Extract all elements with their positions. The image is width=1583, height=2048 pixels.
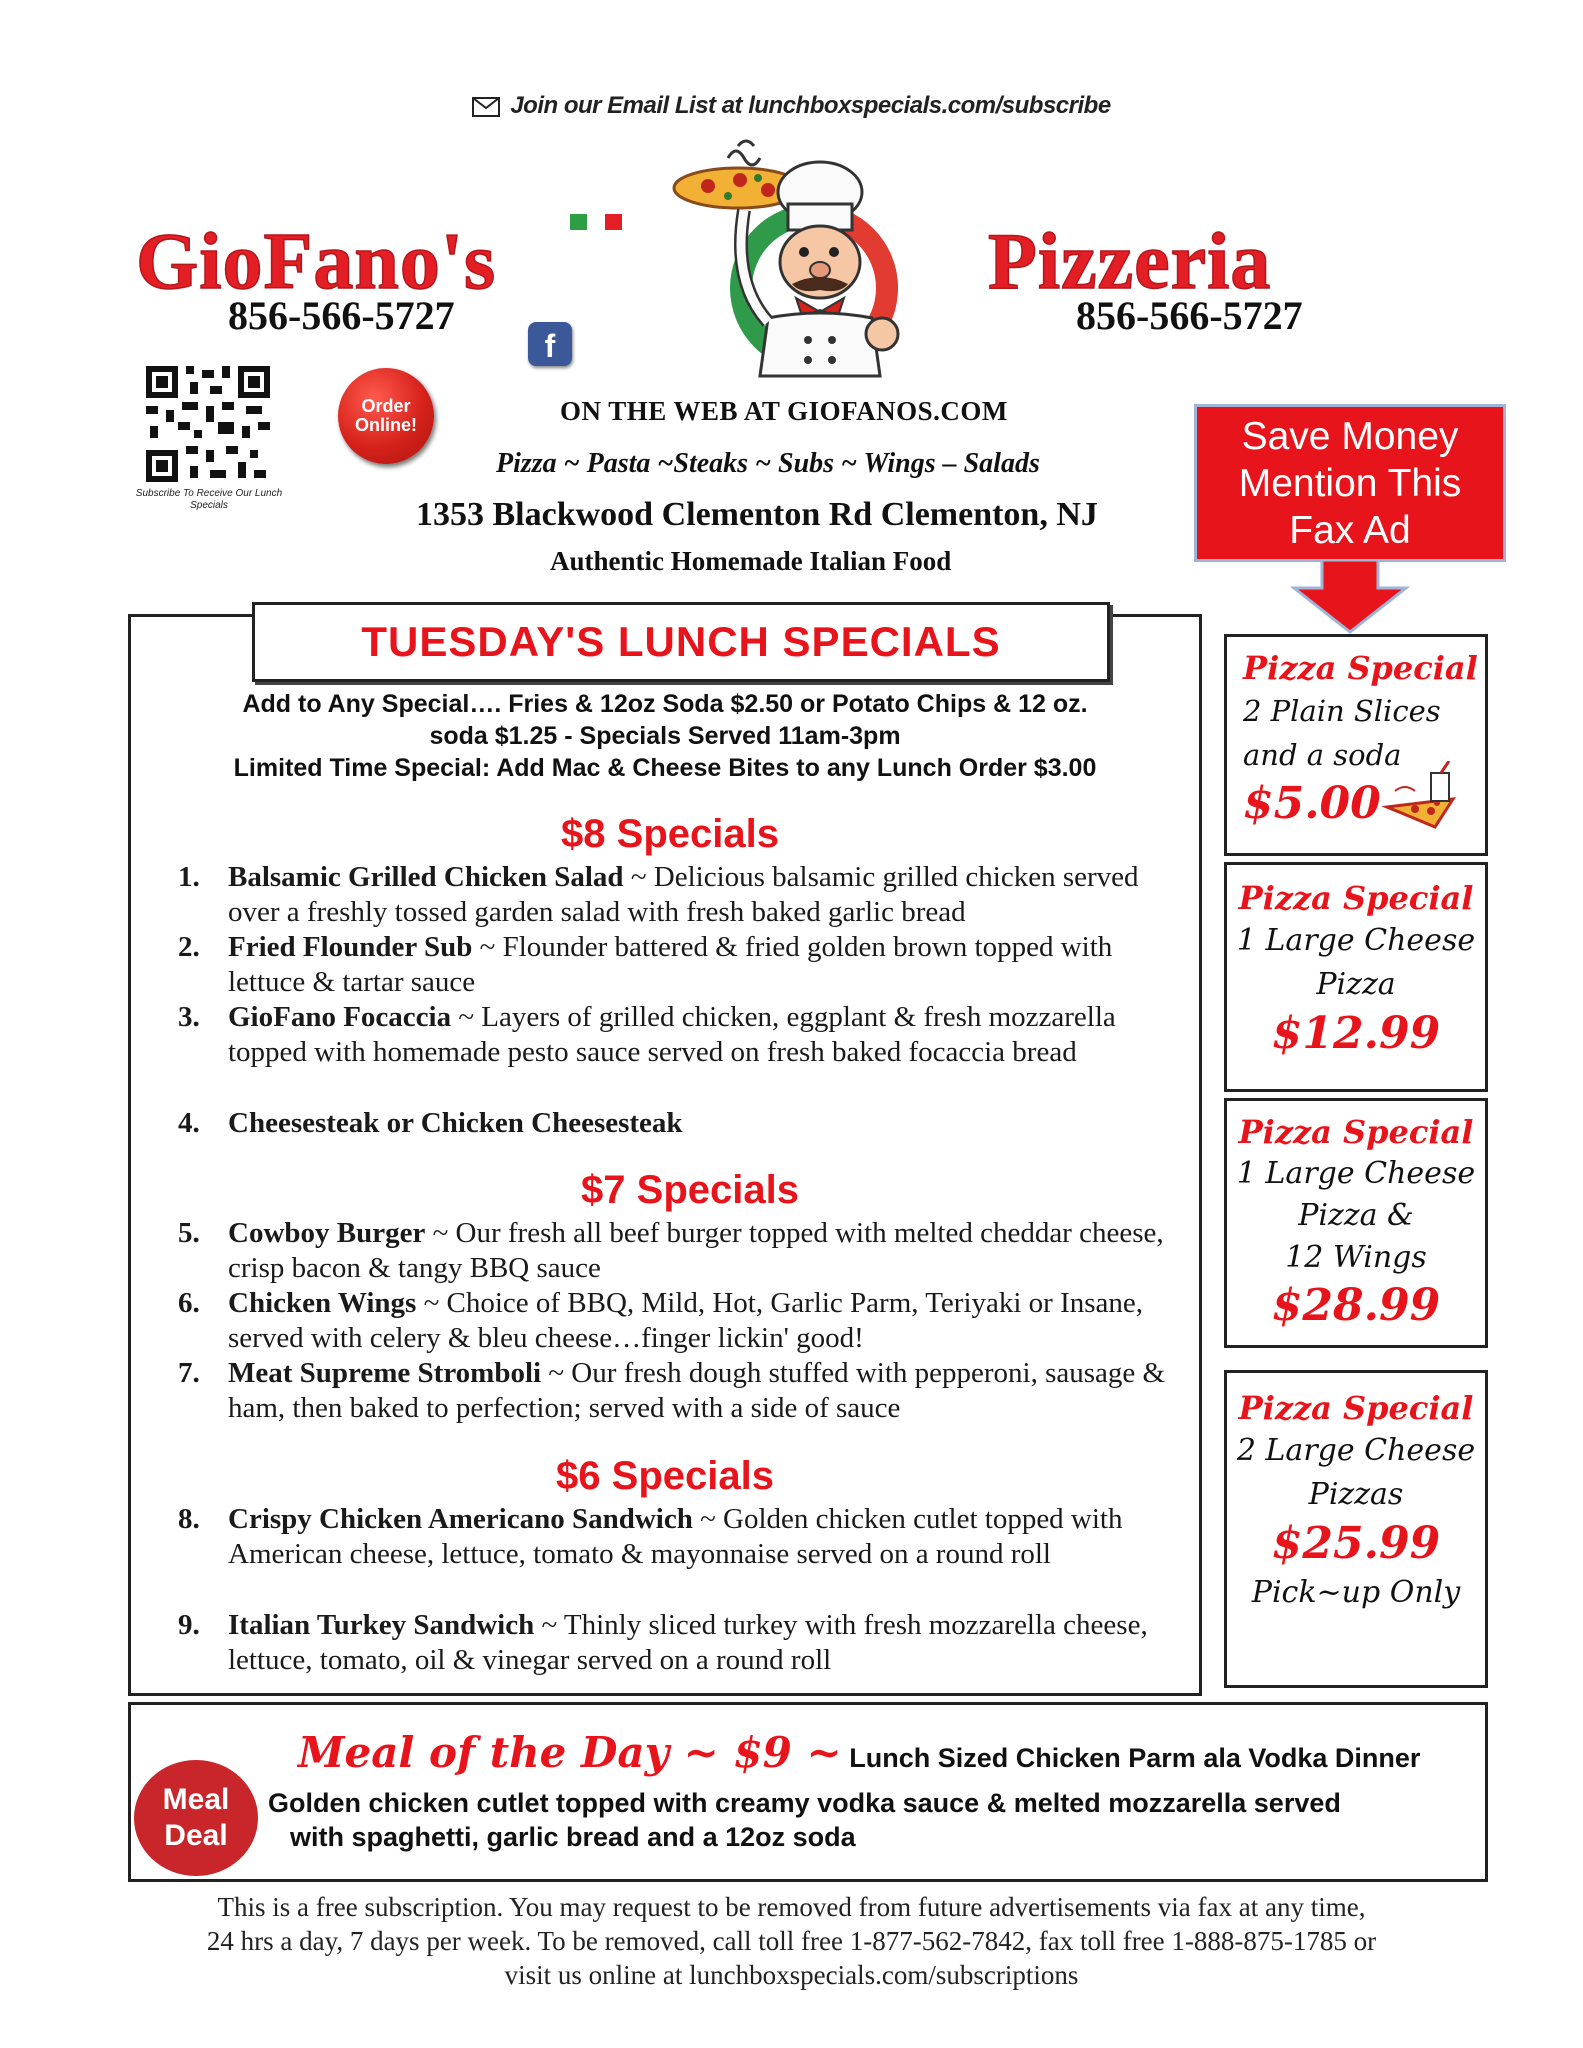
promo-line-2: Pizza [1316,967,1396,1002]
qr-caption: Subscribe To Receive Our Lunch Specials [135,488,283,511]
brand-name-right: Pizzeria [988,218,1272,306]
addon-info-line-2: soda $1.25 - Specials Served 11am-3pm [429,722,901,750]
restaurant-tagline: Authentic Homemade Italian Food [550,546,952,576]
item-description: ~ Layers of grilled chicken, eggplant & fresh mozzarella topped with homemade pesto sauce served on fresh baked focaccia bread [228,1001,1116,1068]
item-description: ~ Golden chicken cutlet topped with American cheese, lettuce, tomato & mayonnaise served on a round roll [228,1503,1123,1570]
item-name: Italian Turkey Sandwich [228,1609,535,1641]
item-number: 1. [178,861,200,893]
callout-line-2: Mention This [1238,462,1462,505]
item-name: Chicken Wings [228,1287,417,1319]
list-item [178,1608,1178,1678]
meal-description-line-1: Golden chicken cutlet topped with creamy vodka sauce & melted mozzarella served [268,1788,1341,1818]
list-item [178,1356,1178,1426]
promo-price: $28.99 [1271,1280,1441,1331]
website-line: ON THE WEB AT GIOFANOS.COM [560,396,1008,426]
save-money-callout [1194,404,1506,562]
callout-line-3: Fax Ad [1289,509,1411,552]
item-description: ~ Flounder battered & fried golden brown topped with lettuce & tartar sauce [228,931,1113,998]
item-name: GioFano Focaccia [228,1001,452,1033]
promo-line-2: Pizza & [1298,1198,1414,1233]
qr-code-icon[interactable] [142,362,274,486]
email-subscribe-text: Join our Email List at lunchboxspecials.com/subscribe [510,92,1111,119]
promo-title: Pizza Special [1238,879,1474,917]
promo-line-3: 12 Wings [1285,1240,1427,1275]
promo-price: $12.99 [1271,1008,1441,1059]
callout-line-1: Save Money [1241,415,1459,458]
item-number: 9. [178,1609,200,1641]
lunch-specials-title: TUESDAY'S LUNCH SPECIALS [252,602,1110,682]
promo-title: Pizza Special [1243,649,1478,687]
footer-disclaimer-line-3: visit us online at lunchboxspecials.com/subscriptions [504,1960,1079,1990]
item-number: 4. [178,1107,200,1139]
meal-title-text: Meal of the Day ~ $9 ~ [298,1728,842,1777]
promo-line-2: Pizzas [1308,1477,1404,1512]
list-item [178,930,1178,1000]
promo-note: Pick~up Only [1251,1575,1461,1610]
promo-line-1: 1 Large Cheese [1236,1156,1476,1191]
footer-disclaimer-line-1: This is a free subscription. You may request to be removed from future advertisements via fax at any time, [217,1892,1366,1922]
meal-deal-badge [134,1760,258,1876]
item-description: ~ Choice of BBQ, Mild, Hot, Garlic Parm, Teriyaki or Insane, served with celery & bleu cheese…finger lickin' good! [228,1287,1144,1354]
badge-line-1: Meal [162,1783,230,1816]
section-heading-8-specials: $8 Specials [561,812,779,856]
phone-number-right: 856-566-5727 [1076,293,1303,338]
promo-line-1: 2 Large Cheese [1236,1433,1476,1468]
envelope-icon [472,97,500,117]
list-item [178,860,1178,930]
promo-price: $5.00 [1243,778,1381,829]
italian-flag-accent-icon [570,214,622,230]
meal-subtitle-text: Lunch Sized Chicken Parm ala Vodka Dinner [841,1743,1421,1773]
list-item [178,1502,1178,1572]
restaurant-address: 1353 Blackwood Clementon Rd Clementon, NJ [416,496,1098,533]
item-description: ~ Thinly sliced turkey with fresh mozzarella cheese, lettuce, tomato, oil & vinegar served on a round roll [228,1609,1148,1676]
pizza-special-card-3 [1224,1098,1488,1348]
item-number: 3. [178,1001,200,1033]
menu-categories-line: Pizza ~ Pasta ~Steaks ~ Subs ~ Wings – Salads [496,448,1040,479]
item-description: ~ Our fresh all beef burger topped with melted cheddar cheese, crisp bacon & tangy BBQ sauce [228,1217,1164,1284]
promo-title: Pizza Special [1238,1113,1474,1151]
order-online-button[interactable]: Order Online! [338,368,434,464]
pizza-special-card-4 [1224,1370,1488,1688]
promo-line-2: and a soda [1243,738,1402,772]
pizza-special-card-2 [1224,862,1488,1092]
facebook-icon[interactable]: f [528,322,572,366]
arrow-down-icon [1290,560,1410,634]
item-name: Balsamic Grilled Chicken Salad [228,861,624,893]
promo-price: $25.99 [1271,1518,1441,1569]
brand-name-left: GioFano's [136,218,497,306]
promo-title: Pizza Special [1238,1389,1474,1427]
pizza-special-card-1 [1224,634,1488,856]
list-item [178,1000,1178,1070]
promo-line-1: 2 Plain Slices [1243,694,1441,728]
item-number: 7. [178,1357,200,1389]
item-description: ~ Our fresh dough stuffed with pepperoni, sausage & ham, then baked to perfection; served with a side of sauce [228,1357,1166,1424]
badge-line-2: Deal [164,1819,228,1852]
phone-number-left: 856-566-5727 [228,293,455,338]
footer-disclaimer-line-2: 24 hrs a day, 7 days per week. To be removed, call toll free 1-877-562-7842, fax toll free 1-888-875-1785 or [206,1926,1377,1956]
chef-logo-icon [668,138,930,380]
section-heading-6-specials: $6 Specials [556,1454,774,1498]
section-heading-7-specials: $7 Specials [581,1168,799,1212]
item-number: 8. [178,1503,200,1535]
list-item [178,1106,1178,1141]
item-name: Cowboy Burger [228,1217,426,1249]
item-name: Fried Flounder Sub [228,931,473,963]
addon-info-line-3: Limited Time Special: Add Mac & Cheese Bites to any Lunch Order $3.00 [233,754,1097,782]
promo-line-1: 1 Large Cheese [1236,923,1476,958]
item-name: Meat Supreme Stromboli [228,1357,542,1389]
item-number: 5. [178,1217,200,1249]
email-subscribe-line [0,92,1583,120]
item-name: Cheesesteak or Chicken Cheesesteak [228,1107,683,1139]
item-number: 6. [178,1287,200,1319]
item-name: Crispy Chicken Americano Sandwich [228,1503,693,1535]
meal-of-the-day-title [298,1728,1420,1777]
list-item [178,1216,1178,1286]
item-number: 2. [178,931,200,963]
meal-description-line-2: with spaghetti, garlic bread and a 12oz soda [290,1822,856,1852]
pizza-slice-and-soda-icon [1375,761,1475,831]
item-description: ~ Delicious balsamic grilled chicken served over a freshly tossed garden salad with fresh baked garlic bread [228,861,1139,928]
list-item [178,1286,1178,1356]
addon-info-line-1: Add to Any Special…. Fries & 12oz Soda $2.50 or Potato Chips & 12 oz. [242,690,1088,718]
